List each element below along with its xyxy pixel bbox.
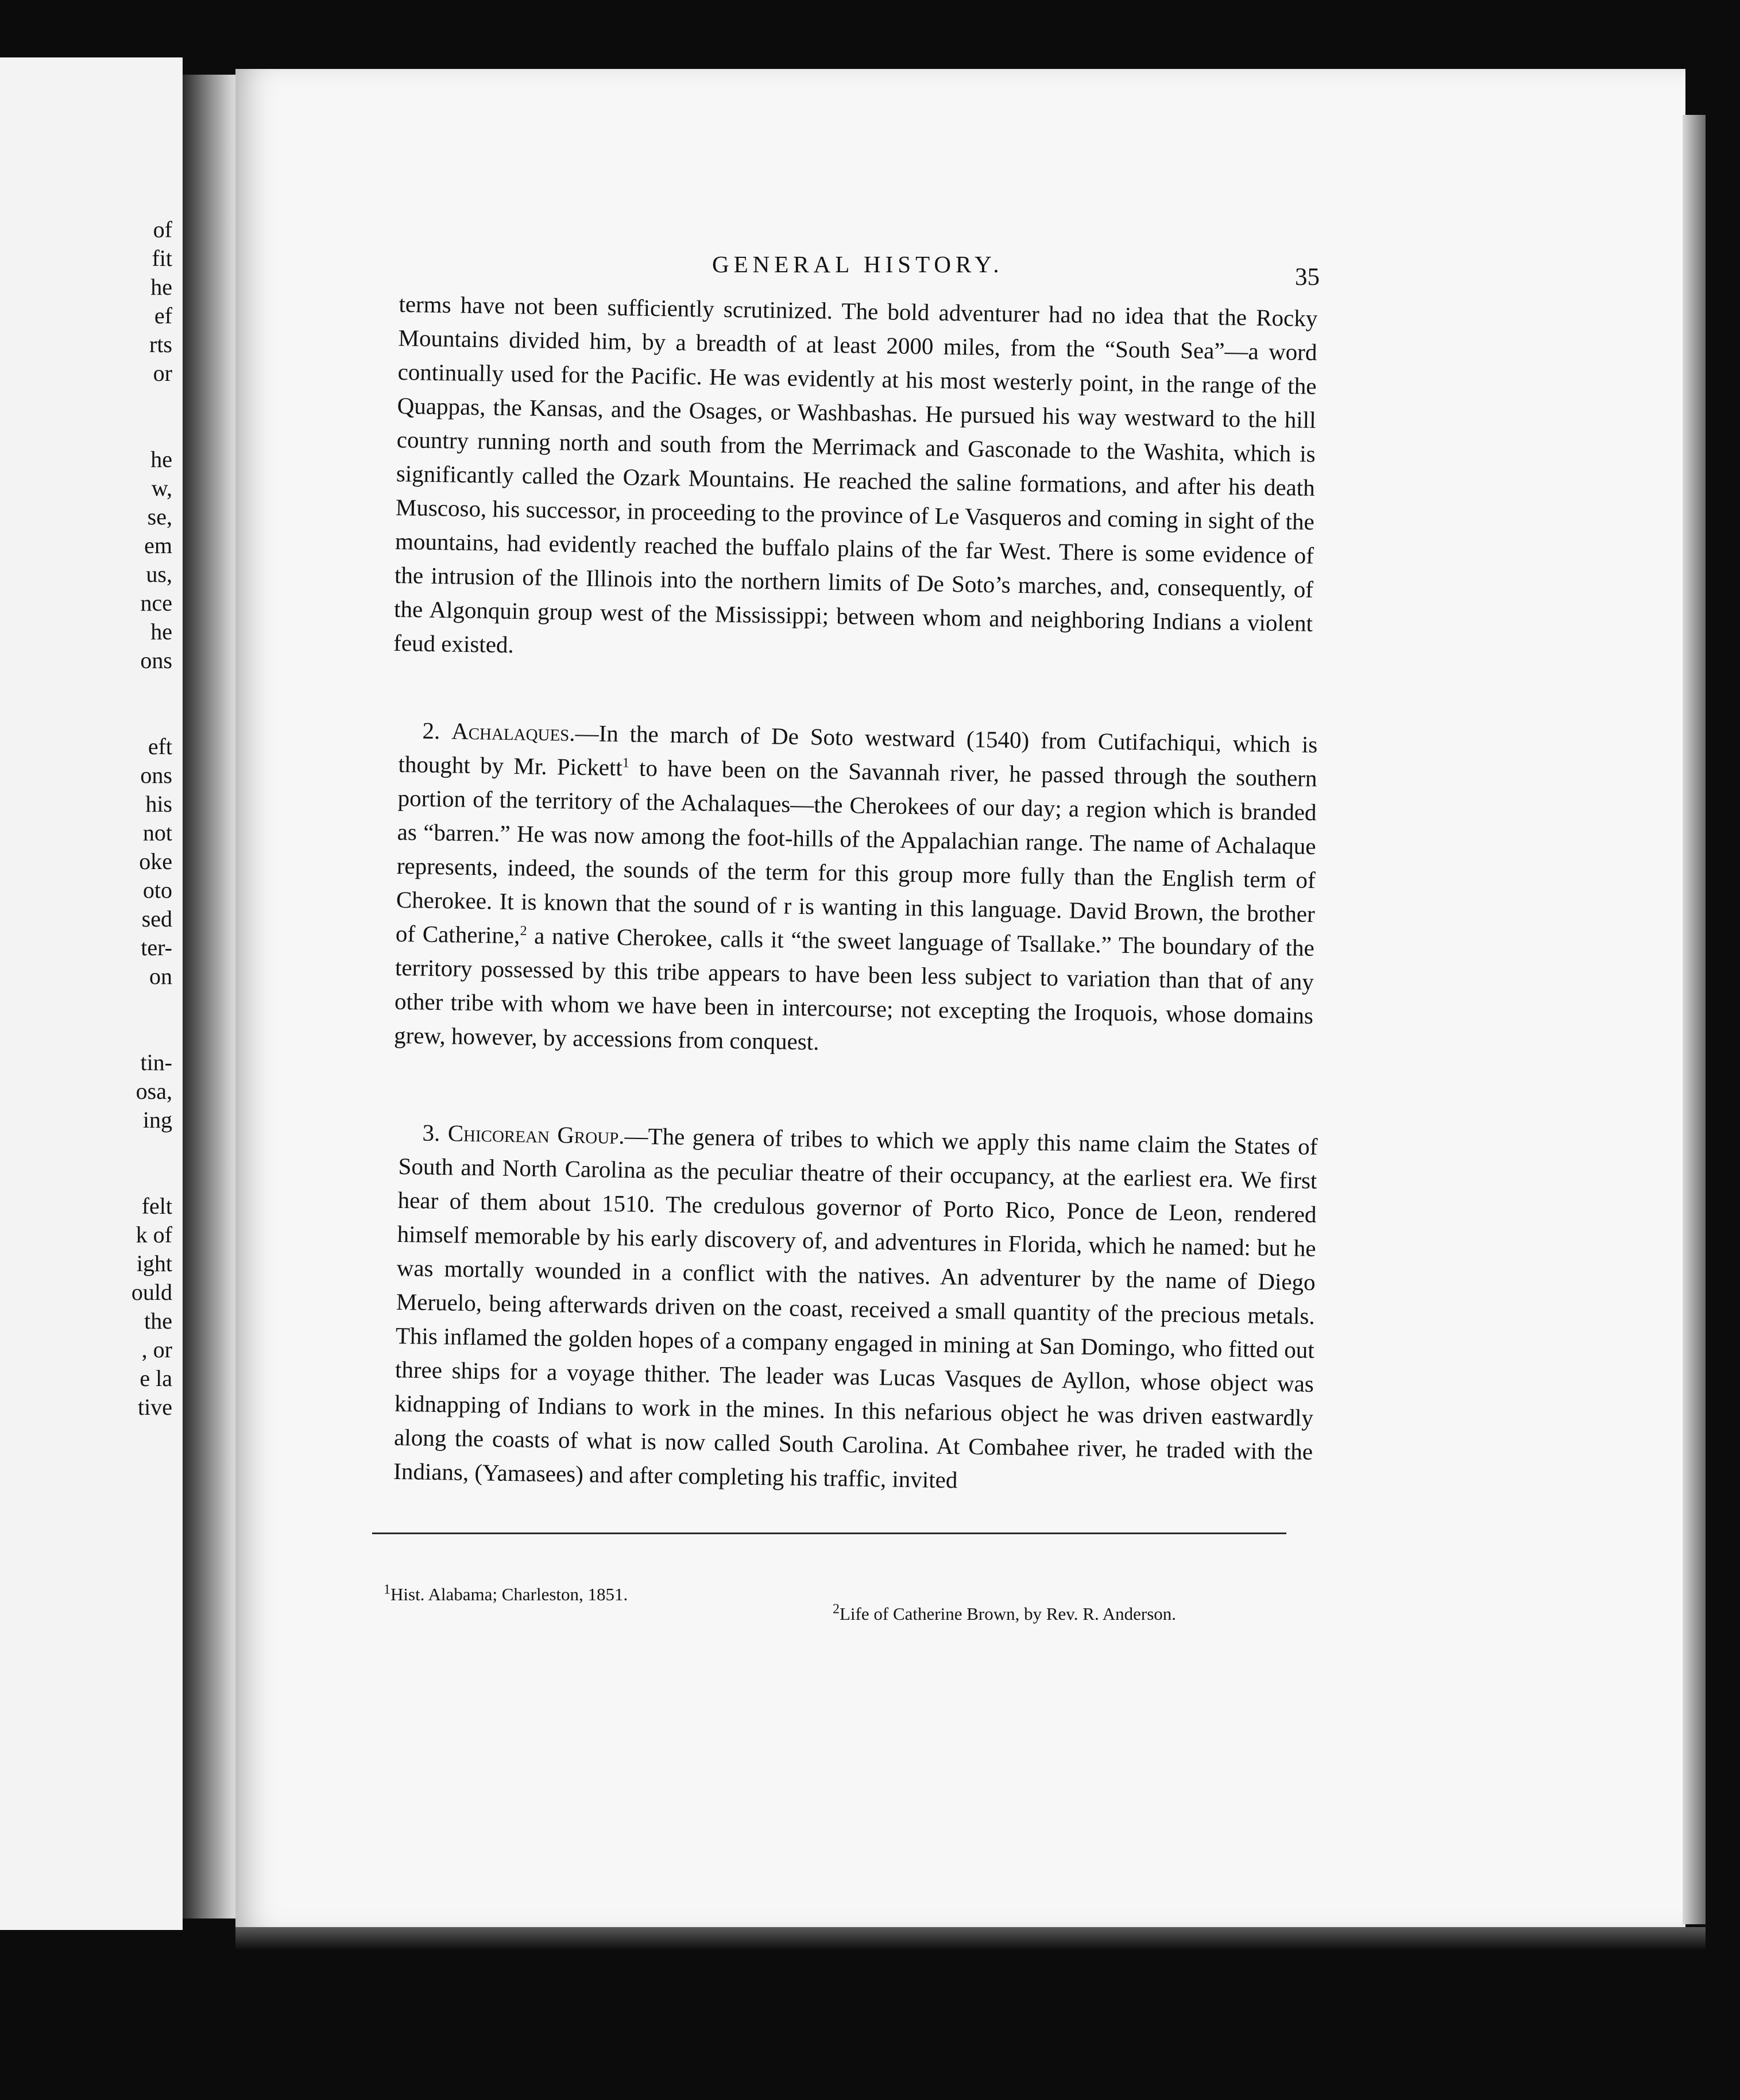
paragraph-3-heading: Chicorean Group. bbox=[447, 1120, 625, 1149]
paragraph-3-text: —The genera of tribes to which we apply this name claim the States of South and North Carolina as the peculiar theatre of their occupancy, at the earliest era. We first hear of them about 1510. The credulous governor of Porto Rico, Ponce de Leon, rendered himself memorable by his early discovery of, and adventures in Florida, which he named: but he was mortally wounded in a conflict with the natives. An adventurer by the name of Diego Meruelo, being afterwards driven on the coast, received a small quantity of the precious metals. This inflamed the golden hopes of a company engaged in mining at San Domingo, who fitted out three ships for a voyage thither. The leader was Lucas Vasques de Ayllon, whose object was kidnapping of Indians to work in the mines. In this nefarious object he was driven eastwardly along the coasts of what is now called South Carolina. At Combahee river, he traded with the Indians, (Yamasees) and after completing his traffic, invited bbox=[393, 1122, 1318, 1493]
left-page-fragment: ould bbox=[131, 1279, 172, 1305]
left-page-fragment: tive bbox=[138, 1394, 172, 1420]
left-page-fragment: ef bbox=[154, 303, 172, 329]
running-title: GENERAL HISTORY. bbox=[712, 251, 1004, 277]
paragraph-3 bbox=[393, 1115, 1318, 1503]
page-edge-shadow bbox=[1683, 115, 1706, 1924]
left-page-fragment: se, bbox=[147, 504, 172, 530]
left-page-fragment: oke bbox=[139, 848, 172, 874]
left-page-fragment: ons bbox=[140, 762, 172, 788]
footnote-1 bbox=[384, 1584, 628, 1605]
left-page-fragment: not bbox=[142, 820, 172, 846]
page-bottom-shadow bbox=[235, 1927, 1706, 1950]
left-page-fragment: tin- bbox=[140, 1049, 172, 1075]
left-page-fragment: oto bbox=[142, 877, 172, 903]
footnote-2 bbox=[833, 1601, 1177, 1624]
left-page-fragment: of bbox=[153, 217, 172, 242]
left-page-fragment: rts bbox=[149, 331, 172, 357]
footnote-1-mark: 1 bbox=[384, 1582, 390, 1597]
paragraph-2-text-c: a native Cherokee, calls it “the sweet language of Tsallake.” The boundary of the territory possessed by this tribe appears to have been less subject to variation than that of any other tribe with whom we have been in intercourse; not excepting the Iroquois, whose domains grew, however, by accessions from conquest. bbox=[393, 922, 1315, 1055]
footnote-2-text: Life of Catherine Brown, by Rev. R. Anderson. bbox=[840, 1604, 1177, 1624]
left-page-fragment: he bbox=[150, 619, 172, 644]
left-page-fragment: he bbox=[150, 446, 172, 472]
left-page-fragment: osa, bbox=[136, 1078, 172, 1104]
footnote-rule bbox=[372, 1532, 1286, 1534]
left-page-fragment: ing bbox=[142, 1107, 172, 1133]
footnote-ref-1[interactable]: 1 bbox=[622, 755, 630, 771]
left-page-fragment: em bbox=[144, 532, 172, 558]
left-page-fragment: on bbox=[149, 963, 172, 989]
paragraph-2-text-a: —In the march of De Soto westward (1540) from Cutifachiqui, which is thought by Mr. Pickett bbox=[398, 719, 1318, 781]
left-page-fragment: his bbox=[145, 791, 172, 817]
left-page-fragment: us, bbox=[146, 561, 172, 587]
paragraph-2-heading: Achalaques. bbox=[451, 717, 576, 746]
left-page-fragment: eft bbox=[148, 734, 172, 759]
left-page-fragment: or bbox=[153, 360, 172, 386]
left-page-fragment: ons bbox=[140, 647, 172, 673]
footnote-2-mark: 2 bbox=[833, 1601, 840, 1617]
paragraph-2-number: 2. bbox=[422, 717, 440, 744]
left-page-edge bbox=[0, 57, 183, 1930]
footnote-1-text: Hist. Alabama; Charleston, 1851. bbox=[390, 1584, 628, 1604]
left-page-fragment: e la bbox=[140, 1365, 172, 1391]
left-page-fragment: w, bbox=[151, 475, 172, 501]
left-page-fragment: k of bbox=[136, 1222, 172, 1248]
left-page-fragment: nce bbox=[140, 590, 172, 616]
page-number: 35 bbox=[1295, 264, 1320, 291]
left-page-fragment: ight bbox=[136, 1250, 172, 1276]
left-page-fragment: ter- bbox=[141, 935, 172, 960]
left-page-fragment: , or bbox=[141, 1337, 172, 1362]
left-page-fragment: fit bbox=[152, 245, 172, 271]
paragraph-2-text-b: to have been on the Savannah river, he passed through the southern portion of the territory of the Achalaques—the Cherokees of our day; a region which is branded as “barren.” He was now among the foot-hills of the Appalachian range. The name of Achalaque represents, indeed, the sounds of the term for this group more fully than the English term of Cherokee. It is known that the sound of r is wanting in this language. David Brown, the brother of Catherine, bbox=[395, 754, 1317, 949]
left-page-fragment: felt bbox=[141, 1193, 172, 1219]
footnote-ref-2[interactable]: 2 bbox=[520, 923, 527, 939]
left-page-fragment: he bbox=[150, 274, 172, 300]
left-page-fragment: the bbox=[144, 1308, 172, 1334]
paragraph-3-number: 3. bbox=[422, 1119, 440, 1146]
paragraph-1: terms have not been sufficiently scrutinized. The bold adventurer had no idea that the Rocky Mountains divided him, by a breadth of at least 2000 miles, from the “South Sea”—a word continually used for the Pacific. He was evidently at his most westerly point, in the range of the Quappas, the Kansas, and the Osages, or Washbashas. He pursued his way westward to the hill country running north and south from the Merrimack and Gasconade to the Washita, which is significantly called the Ozark Mountains. He reached the saline formations, and after his death Muscoso, his successor, in proceeding to the province of Le Vasqueros and coming in sight of the mountains, had evidently reached the buffalo plains of the far West. There is some evidence of the intrusion of the Illinois into the northern limits of De Soto’s marches, and, consequently, of the Algonquin group west of the Mississippi; between whom and neighboring Indians a violent feud existed. bbox=[393, 290, 1318, 658]
paragraph-2 bbox=[394, 713, 1318, 1067]
left-page-fragment: sed bbox=[141, 906, 172, 932]
